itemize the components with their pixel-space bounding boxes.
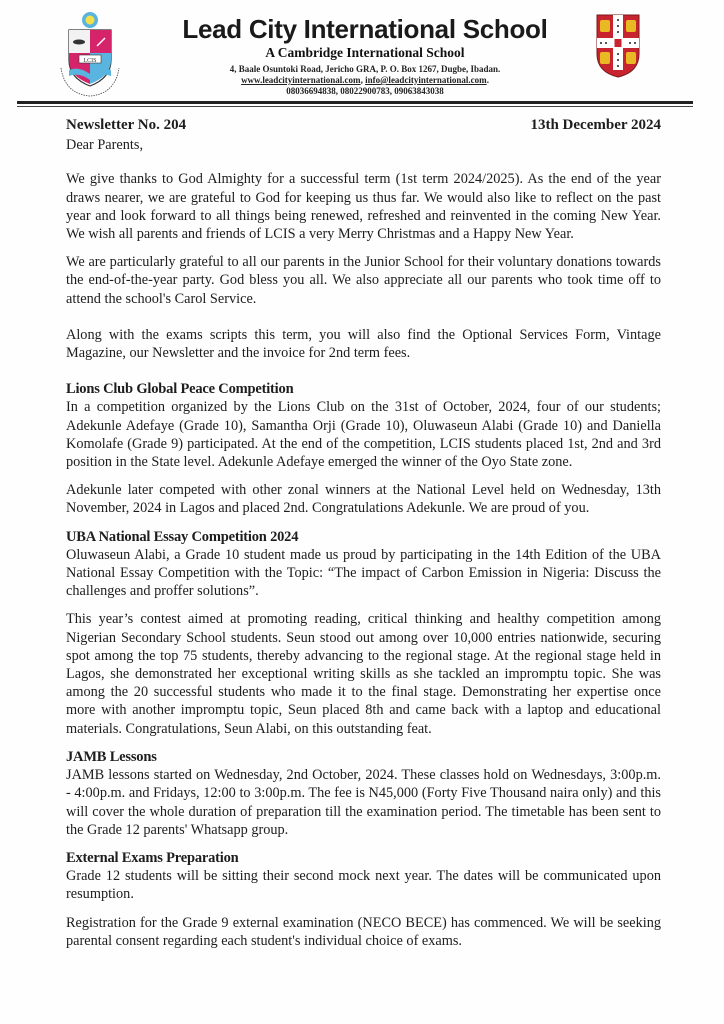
intro-paragraph: We are particularly grateful to all our parents in the Junior School for their voluntary donations towards the end-of-the-year party. God bless you all. We also appreciate all our parents who took time off to attend the school's Carol Service. bbox=[66, 254, 661, 307]
section-paragraph: Adekunle later competed with other zonal winners at the National Level held on Wednesday, 13th November, 2024 in Lagos and placed 2nd. Congratulations Adekunle. We are proud of you. bbox=[66, 482, 661, 517]
school-name: Lead City International School bbox=[182, 14, 548, 44]
intro-paragraph: Along with the exams scripts this term, you will also find the Optional Services Form, Vintage Magazine, our Newsletter and the invoice for 2nd term fees. bbox=[66, 326, 661, 362]
header-divider-thick bbox=[17, 101, 693, 104]
section-paragraph: Grade 12 students will be sitting their second mock next year. The dates will be communicated upon resumption. bbox=[66, 868, 661, 903]
cambridge-crest-icon bbox=[596, 14, 640, 78]
section-heading-uba-essay: UBA National Essay Competition 2024 bbox=[66, 528, 299, 545]
section-paragraph: In a competition organized by the Lions Club on the 31st of October, 2024, four of our students; Adekunle Adefaye (Grade 10), Samantha Orji (Grade 10), Oluwaseun Alabi (Grade 10) and Daniella Komolafe (Grade 9) participated. At the end of the competition, LCIS students placed 1st, 2nd and 3rd position in the State level. Adekunle Adefaye emerged the winner of the Oyo State zone. bbox=[66, 399, 661, 471]
phone-numbers: 08036694838, 08022900783, 09063843038 bbox=[286, 86, 444, 96]
header-divider-thin bbox=[17, 106, 693, 107]
lcis-crest-icon bbox=[55, 8, 125, 100]
section-paragraph: JAMB lessons started on Wednesday, 2nd October, 2024. These classes hold on Wednesdays, 3:00p.m. - 4:00p.m. and Fridays, 12:00 to 3:00p.m. The fee is N45,000 (Forty Five Thousand naira only) and this will cover the whole duration of preparation till the examination period. The timetable has been sent to the Grade 12 parents' Whatsapp group. bbox=[66, 767, 661, 838]
newsletter-meta bbox=[66, 116, 661, 134]
section-heading-lions-club: Lions Club Global Peace Competition bbox=[66, 381, 294, 398]
school-address: 4, Baale Osuntoki Road, Jericho GRA, P. O. Box 1267, Dugbe, Ibadan. bbox=[229, 64, 501, 74]
greeting: Dear Parents, bbox=[66, 137, 144, 154]
contact-links: www.leadcityinternational.com, info@leadcityinternational.com. bbox=[241, 75, 489, 85]
section-paragraph: Oluwaseun Alabi, a Grade 10 student made us proud by participating in the 14th Edition of the UBA National Essay Competition with the Topic: “The impact of Carbon Emission in Nigeria: Discuss the challenges and proffer solutions”. bbox=[66, 546, 661, 600]
section-heading-jamb-lessons: JAMB Lessons bbox=[66, 748, 157, 765]
svg-text:LCIS: LCIS bbox=[83, 58, 97, 64]
website-link[interactable]: www.leadcityinternational.com bbox=[241, 75, 361, 85]
section-paragraph: This year’s contest aimed at promoting reading, critical thinking and healthy competition among Nigerian Secondary School students. Seun stood out among over 10,000 entries nationwide, securing spot among the top 75 students, thereby advancing to the regional stage. At the regional stage held in Lagos, she demonstrated her exceptional writing skills as she tackled an impromptu topic. She was among the 20 successful students who made it to the final stage. Demonstrating her expertise once more with another impromptu topic, Seun placed 8th and came back with a laptop and educational materials. Congratulations, Seun Alabi, on this outstanding feat. bbox=[66, 611, 661, 737]
newsletter-date: 13th December 2024 bbox=[530, 117, 661, 133]
school-subtitle: A Cambridge International School bbox=[265, 45, 465, 60]
email-link[interactable]: info@leadcityinternational.com bbox=[365, 75, 487, 85]
newsletter-body bbox=[66, 116, 661, 960]
intro-paragraph: We give thanks to God Almighty for a successful term (1st term 2024/2025). As the end of the year draws nearer, we are grateful to God for keeping us thus far. We would also like to reflect on the past year and look forward to all things being renewed, refreshed and reinvented in the coming New Year. We wish all parents and friends of LCIS a very Merry Christmas and a Happy New Year. bbox=[66, 171, 661, 243]
newsletter-number: Newsletter No. 204 bbox=[66, 117, 187, 133]
letterhead bbox=[0, 0, 724, 100]
section-paragraph: Registration for the Grade 9 external examination (NECO BECE) has commenced. We will be seeking parental consent regarding each student's individual choice of exams. bbox=[66, 914, 661, 949]
section-heading-external-exams: External Exams Preparation bbox=[66, 849, 239, 866]
